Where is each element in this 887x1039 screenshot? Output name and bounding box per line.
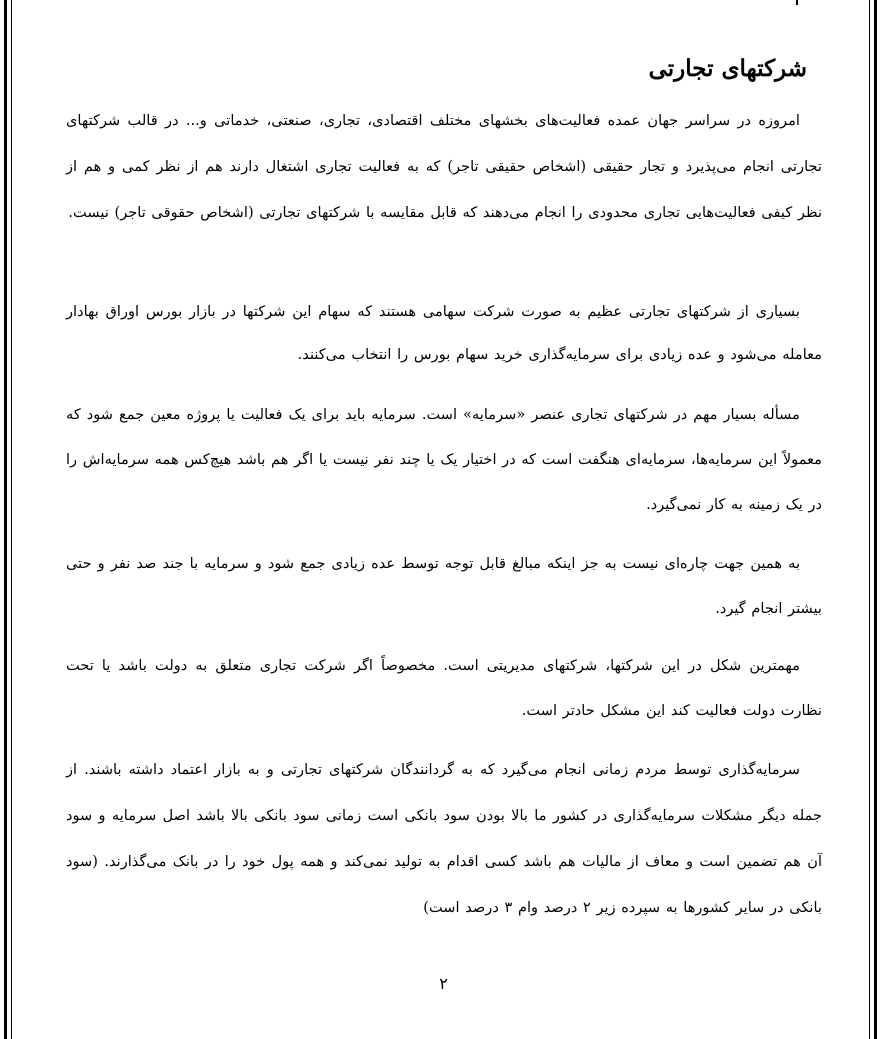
- paragraph-4: به همین جهت چاره‌ای نیست به جز اینکه مبالغ قابل توجه توسط عده زیادی جمع شود و سرمایه با جند صد نفر و حتی بیشتر انجام گیرد.: [66, 555, 822, 617]
- paragraph-3: مسأله بسیار مهم در شرکتهای تجاری عنصر «سرمایه» است. سرمایه باید برای یک فعالیت یا پروژه معین جمع شود که معمولاً این سرمایه‌ها، سرمایه‌ای هنگفت است که در اختیار یک یا چند نفر نیست یا اگر هم باشد هیچ‌کس همه سرمایه‌اش را در یک زمینه به کار نمی‌گیرد.: [66, 406, 822, 513]
- paragraph-5: مهمترین شکل در این شرکتها، شرکتهای مدیریتی است. مخصوصاً اگر شرکت تجاری متعلق به دولت باشد یا تحت نظارت دولت فعالیت کند این مشکل حادتر است.: [66, 657, 822, 719]
- paragraph-6: سرمایه‌گذاری توسط مردم زمانی انجام می‌گیرد که به گردانندگان شرکتهای تجارتی و به بازار اعتماد داشته باشند. از جمله دیگر مشکلات سرمایه‌گذاری در کشور ما بالا بودن سود بانکی است زمانی سود بانکی بالا باشد اصل سرمایه و سود آن هم تضمین است و معاف از مالیات هم باشد کسی اقدام به تولید نمی‌کند و همه پول خود را در بانک می‌گذارند. (سود بانکی در سایر کشورها به سپرده زیر ۲ درصد وام ۳ درصد است): [66, 761, 822, 916]
- section-title: شرکتهای تجارتی: [648, 55, 807, 82]
- paragraph-1: امروزه در سراسر جهان عمده فعالیت‌های بخشهای مختلف اقتصادی، تجاری، صنعتی، خدماتی و... در قالب شرکتهای تجارتی انجام می‌پذیرد و تجار حقیقی (اشخاص حقیقی تاجر) که به فعالیت تجاری اشتغال دارند هم از نظر کمی و هم از نظر کیفی فعالیت‌هایی تجاری محدودی را انجام می‌دهند که قابل مقایسه با شرکتهای تجارتی (اشخاص حقوقی تاجر) نیست.: [66, 112, 822, 221]
- paragraph-2: بسیاری از شرکتهای تجارتی عظیم به صورت شرکت سهامی هستند که سهام این شرکتها در بازار بورس اوراق بهادار معامله می‌شود و عده زیادی برای سرمایه‌گذاری خرید سهام بورس را انتخاب می‌کنند.: [66, 303, 822, 363]
- top-mark: [796, 0, 798, 5]
- page-number: ۲: [439, 974, 448, 993]
